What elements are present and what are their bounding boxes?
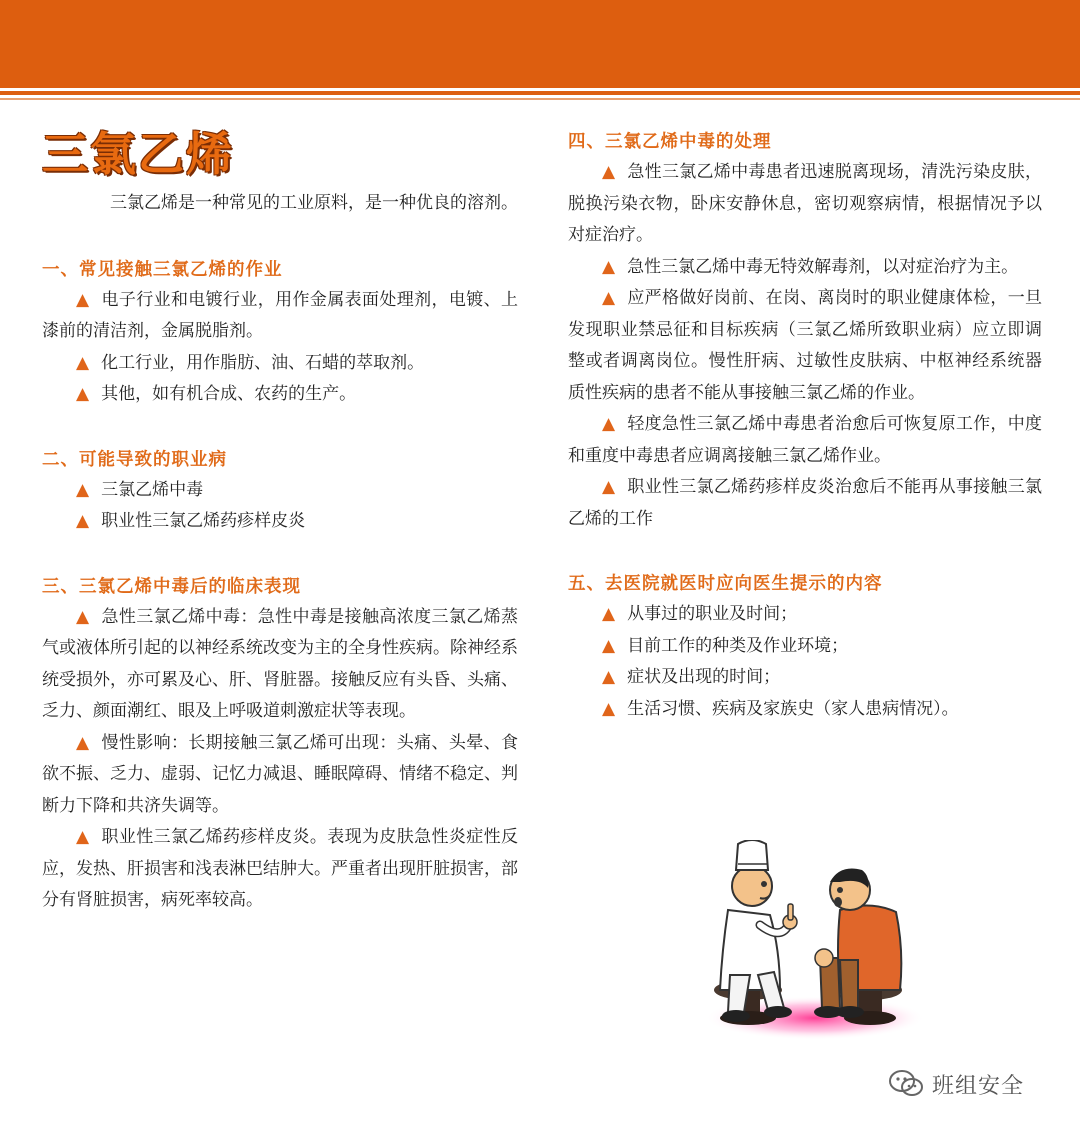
triangle-bullet-icon: ▲ xyxy=(76,732,90,753)
triangle-bullet-icon: ▲ xyxy=(76,511,90,531)
list-item: ▲ 急性三氯乙烯中毒患者迅速脱离现场，清洗污染皮肤，脱换污染衣物，卧床安静休息，密切观察病情，根据情况予以对症治疗。 xyxy=(568,162,1043,245)
triangle-bullet-icon: ▲ xyxy=(602,635,616,656)
banner-rule xyxy=(0,91,1080,95)
section-heading-1: 一、常见接触三氯乙烯的作业 xyxy=(42,259,283,280)
triangle-bullet-icon: ▲ xyxy=(602,414,616,434)
list-item: ▲ 职业性三氯乙烯药疹样皮炎 xyxy=(76,511,306,531)
triangle-bullet-icon: ▲ xyxy=(602,256,616,277)
section-heading-2: 二、可能导致的职业病 xyxy=(42,449,227,470)
top-banner xyxy=(0,0,1080,88)
section-heading-5: 五、去医院就医时应向医生提示的内容 xyxy=(568,574,883,594)
triangle-bullet-icon: ▲ xyxy=(602,698,616,719)
watermark-text: 班组安全 xyxy=(932,1073,1025,1099)
triangle-bullet-icon: ▲ xyxy=(602,667,616,687)
left-column xyxy=(42,128,518,917)
watermark xyxy=(888,1066,1024,1102)
list-item: ▲ 职业性三氯乙烯药疹样皮炎。表现为皮肤急性炎症性反应，发热、肝损害和浅表淋巴结肿大。严重者出现肝脏损害，部分有肾脏损害，病死率较高。 xyxy=(42,827,519,910)
list-item: ▲ 三氯乙烯中毒 xyxy=(76,479,204,500)
list-item: ▲ 从事过的职业及时间； xyxy=(602,604,798,624)
list-item: ▲ 应严格做好岗前、在岗、离岗时的职业健康体检，一旦发现职业禁忌征和目标疾病（三氯乙烯所致职业病）应立即调整或者调离岗位。慢性肝病、过敏性皮肤病、中枢神经系统器质性疾病的患者不能从事接触三氯乙烯的作业。 xyxy=(568,288,1043,403)
list-item: ▲ 轻度急性三氯乙烯中毒患者治愈后可恢复原工作，中度和重度中毒患者应调离接触三氯乙烯作业。 xyxy=(568,414,1043,466)
triangle-bullet-icon: ▲ xyxy=(602,477,616,497)
triangle-bullet-icon: ▲ xyxy=(76,479,90,500)
list-item: ▲ 其他，如有机合成、农药的生产。 xyxy=(76,384,357,404)
doctor-patient-illustration xyxy=(700,840,930,1040)
list-item: ▲ 目前工作的种类及作业环境； xyxy=(602,635,849,656)
right-column xyxy=(568,130,1042,725)
page-title: 三氯乙烯 xyxy=(42,127,234,181)
triangle-bullet-icon: ▲ xyxy=(602,288,616,308)
section-heading-4: 四、三氯乙烯中毒的处理 xyxy=(568,132,772,152)
patient-figure xyxy=(814,869,902,1026)
wechat-icon xyxy=(888,1069,924,1099)
triangle-bullet-icon: ▲ xyxy=(76,384,90,404)
triangle-bullet-icon: ▲ xyxy=(76,827,90,847)
list-item: ▲ 症状及出现的时间； xyxy=(602,667,781,687)
intro-paragraph: 三氯乙烯是一种常见的工业原料，是一种优良的溶剂。 xyxy=(110,193,518,213)
section-heading-3: 三、三氯乙烯中毒后的临床表现 xyxy=(42,576,301,597)
list-item: ▲ 电子行业和电镀行业，用作金属表面处理剂，电镀、上漆前的清洁剂，金属脱脂剂。 xyxy=(42,289,519,341)
triangle-bullet-icon: ▲ xyxy=(76,606,90,627)
triangle-bullet-icon: ▲ xyxy=(602,604,616,624)
list-item: ▲ 急性三氯乙烯中毒：急性中毒是接触高浓度三氯乙烯蒸气或液体所引起的以神经系统改变为主的全身性疾病。除神经系统受损外，亦可累及心、肝、肾脏器。接触反应有头昏、头痛、乏力、颜面潮红、眼及上呼吸道刺激症状等表现。 xyxy=(42,606,519,721)
triangle-bullet-icon: ▲ xyxy=(602,162,616,182)
list-item: ▲ 化工行业，用作脂肪、油、石蜡的萃取剂。 xyxy=(76,352,425,373)
list-item: ▲ 生活习惯、疾病及家族史（家人患病情况）。 xyxy=(602,698,959,719)
triangle-bullet-icon: ▲ xyxy=(76,352,90,373)
banner-rule-thin xyxy=(0,98,1080,100)
triangle-bullet-icon: ▲ xyxy=(76,289,90,310)
list-item: ▲ 慢性影响：长期接触三氯乙烯可出现：头痛、头晕、食欲不振、乏力、虚弱、记忆力减退、睡眠障碍、情绪不稳定、判断力下降和共济失调等。 xyxy=(42,732,519,816)
list-item: ▲ 职业性三氯乙烯药疹样皮炎治愈后不能再从事接触三氯乙烯的工作 xyxy=(568,477,1043,529)
list-item: ▲ 急性三氯乙烯中毒无特效解毒剂，以对症治疗为主。 xyxy=(602,256,1019,277)
